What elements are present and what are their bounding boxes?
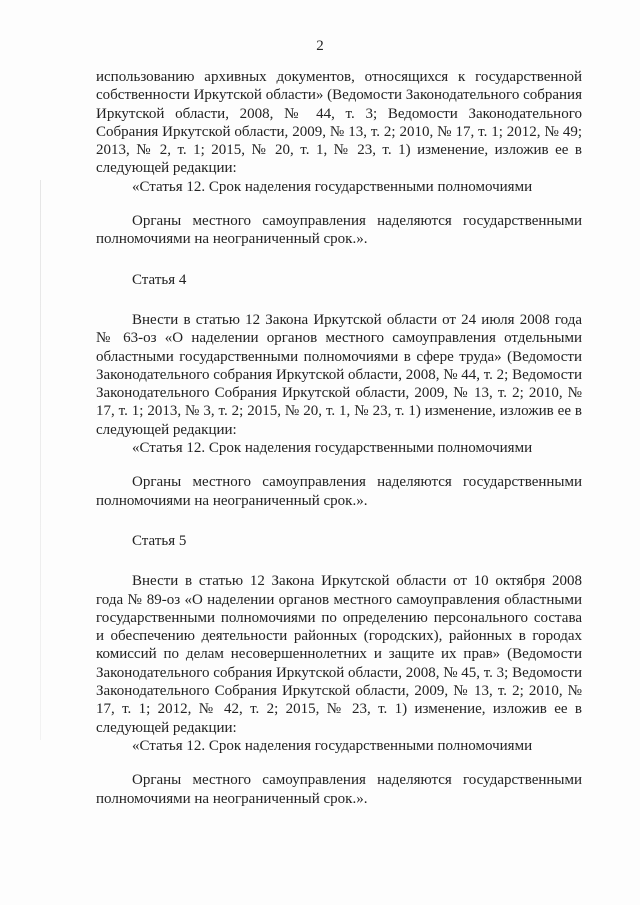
- continuation-paragraph: использованию архивных документов, относящихся к государственной собственности Иркутской области» (Ведомости Законодательного собрания Иркутской области, 2008, № 44, т. 3; Ведомости Законодательного Собрания Иркутской области, 2009, № 13, т. 2; 2010, № 17, т. 1; 2012, № 49; 2013, № 2, т. 1; 2015, № 20, т. 1, № 23, т. 1) изменение, изложив ее в следующей редакции:: [96, 69, 582, 177]
- article-4-text: Внести в статью 12 Закона Иркутской области от 24 июля 2008 года № 63-оз «О наделении органов местного самоуправления отдельными областными государственными полномочиями в сфере труда» (Ведомости Законодательного собрания Иркутской области, 2008, № 44, т. 2; Ведомости Законодательного Собрания Иркутской области, 2009, № 13, т. 2; 2010, № 17, т. 1; 2013, № 3, т. 2; 2015, № 20, т. 1, № 23, т. 1) изменение, изложив ее в следующей редакции:: [96, 311, 583, 438]
- quoted-article-body: Органы местного самоуправления наделяются государственными полномочиями на неограниченный срок.».: [96, 213, 582, 248]
- quoted-article-title: «Статья 12. Срок наделения государственными полномочиями: [132, 178, 533, 195]
- article-4-quote-body: Органы местного самоуправления наделяются государственными полномочиями на неограниченный срок.».: [96, 474, 582, 509]
- article-4-heading: Статья 4: [132, 271, 187, 288]
- article-5-quote-body: Органы местного самоуправления наделяются государственными полномочиями на неограниченный срок.».: [96, 772, 582, 807]
- article-5-heading: Статья 5: [132, 532, 187, 549]
- article-4-quote-title: «Статья 12. Срок наделения государственными полномочиями: [132, 440, 533, 457]
- scan-edge-line: [40, 180, 41, 740]
- document-body: [96, 68, 582, 808]
- article-5-quote-title: «Статья 12. Срок наделения государственными полномочиями: [132, 737, 533, 754]
- page-number: 2: [316, 38, 324, 54]
- article-5-text: Внести в статью 12 Закона Иркутской области от 10 октября 2008 года № 89-оз «О наделении органов местного самоуправления областными государственными полномочиями по определению персонального состава и обеспечению деятельности районных (городских), районных в городах комиссий по делам несовершеннолетних и защите их прав» (Ведомости Законодательного собрания Иркутской области, 2008, № 45, т. 3; Ведомости Законодательного Собрания Иркутской области, 2009, № 13, т. 2; 2010, № 17, т. 1; 2012, № 42, т. 2; 2015, № 23, т. 1) изменение, изложив ее в следующей редакции:: [96, 573, 583, 736]
